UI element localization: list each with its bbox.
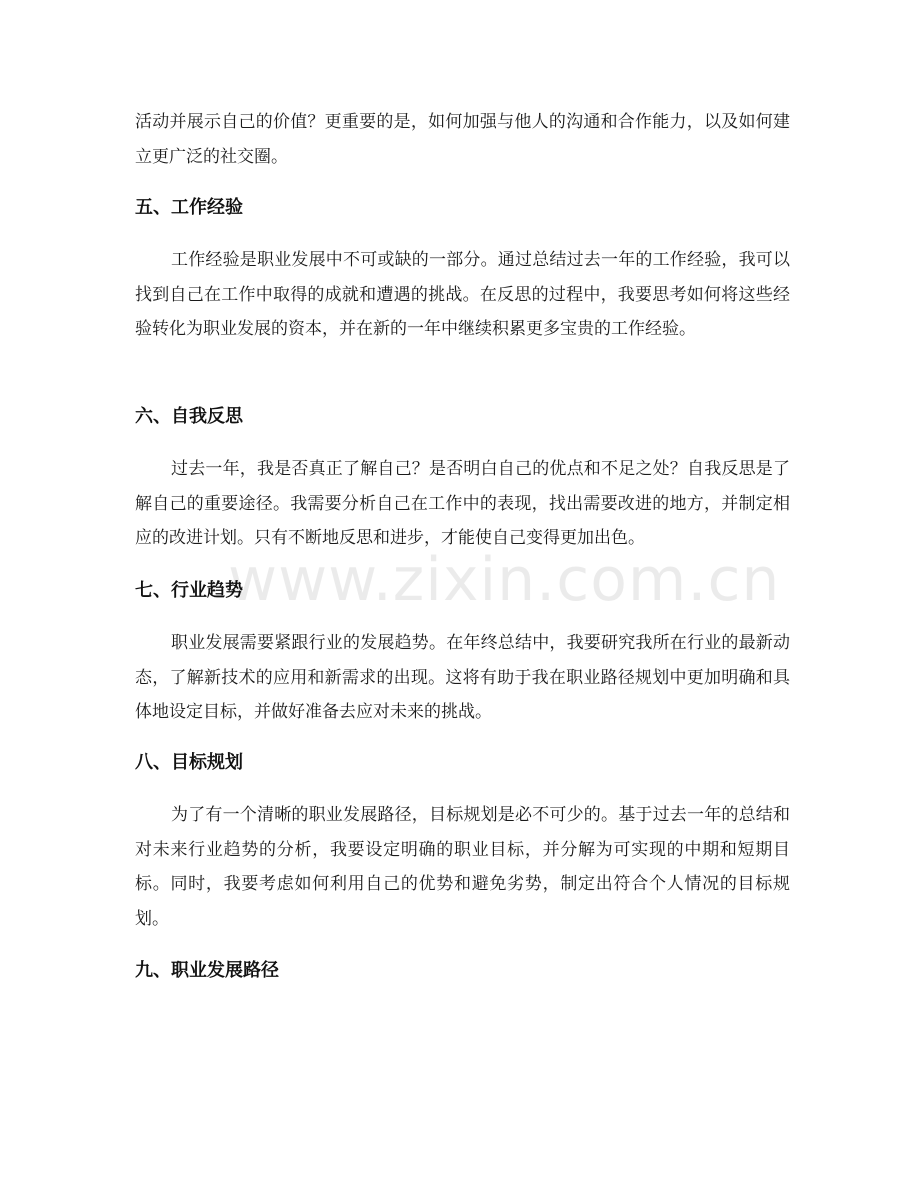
section-8-body xyxy=(135,798,790,936)
section-paragraph: 为了有一个清晰的职业发展路径，目标规划是必不可少的。基于过去一年的总结和对未来行业趋势的分析，我要设定明确的职业目标，并分解为可实现的中期和短期目标。同时，我要考虑如何利用自己的优势和避免劣势，制定出符合个人情况的目标规划。 xyxy=(135,805,790,929)
section-paragraph: 职业发展需要紧跟行业的发展趋势。在年终总结中，我要研究我所在行业的最新动态，了解新技术的应用和新需求的出现。这将有助于我在职业路径规划中更加明确和具体地设定目标，并做好准备去应对未来的挑战。 xyxy=(135,633,790,722)
section-heading: 五、工作经验 xyxy=(135,197,243,218)
section-6-body xyxy=(135,452,790,556)
section-5-body xyxy=(135,243,790,347)
section-7-body xyxy=(135,626,790,730)
section-6 xyxy=(135,403,790,431)
section-8 xyxy=(135,749,790,777)
section-heading: 九、职业发展路径 xyxy=(135,960,279,981)
section-paragraph: 工作经验是职业发展中不可或缺的一部分。通过总结过去一年的工作经验，我可以找到自己在工作中取得的成就和遭遇的挑战。在反思的过程中，我要思考如何将这些经验转化为职业发展的资本，并在新的一年中继续积累更多宝贵的工作经验。 xyxy=(135,250,790,339)
section-7 xyxy=(135,577,790,605)
section-paragraph: 过去一年，我是否真正了解自己？是否明白自己的优点和不足之处？自我反思是了解自己的重要途径。我需要分析自己在工作中的表现，找出需要改进的地方，并制定相应的改进计划。只有不断地反思和进步，才能使自己变得更加出色。 xyxy=(135,459,790,548)
intro-block xyxy=(135,105,790,174)
section-heading: 六、自我反思 xyxy=(135,406,243,427)
intro-paragraph: 活动并展示自己的价值？更重要的是，如何加强与他人的沟通和合作能力，以及如何建立更广泛的社交圈。 xyxy=(135,112,790,167)
section-heading: 七、行业趋势 xyxy=(135,580,243,601)
section-5 xyxy=(135,194,790,222)
watermark-text: www.zixin.com.cn xyxy=(228,545,781,615)
section-9 xyxy=(135,957,790,985)
section-heading: 八、目标规划 xyxy=(135,752,243,773)
